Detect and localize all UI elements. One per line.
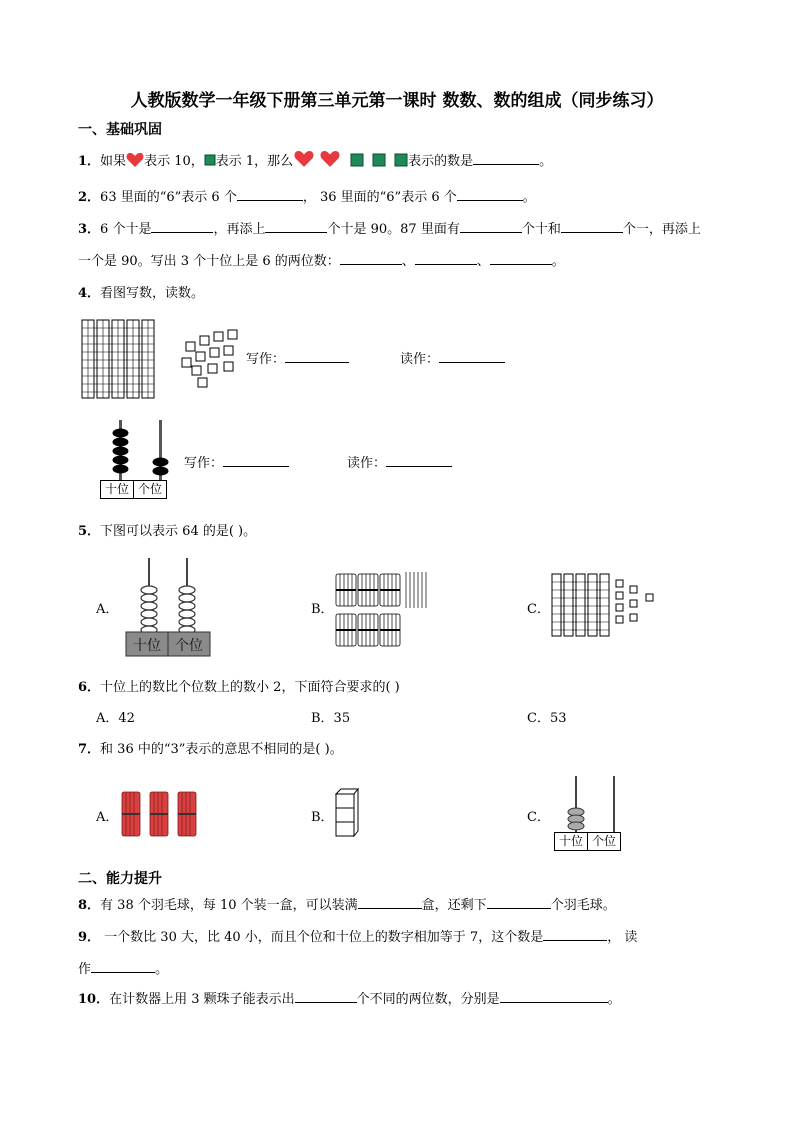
option-c-label[interactable]: C． — [527, 810, 550, 825]
ones-beads — [153, 458, 169, 476]
q1-text-d: 表示的数是 — [408, 154, 474, 169]
abacus-option-c — [556, 774, 636, 832]
q4-write-row-1 — [246, 348, 349, 367]
tens-label: 十位 — [554, 832, 588, 851]
base-ten-blocks-option-c — [550, 572, 660, 640]
abacus-option-a — [124, 556, 214, 658]
option-b-label[interactable]: B． — [311, 602, 334, 617]
q3-text-a: 6 个十是 — [100, 222, 152, 237]
question-number: 5． — [78, 524, 101, 539]
read-label: 读作： — [400, 352, 440, 367]
question-number: 4． — [78, 286, 101, 301]
option-b[interactable]: B．35 — [311, 711, 351, 726]
answer-blank[interactable] — [487, 896, 551, 909]
question-6 — [78, 676, 400, 695]
question-8 — [78, 894, 616, 913]
q4-read-row-1 — [400, 348, 505, 367]
q2-text-c: 。 — [522, 190, 536, 205]
option-c[interactable]: C．53 — [527, 711, 567, 726]
answer-blank[interactable] — [457, 188, 523, 201]
q1-text-e: 。 — [539, 154, 553, 169]
q9-text-d: 。 — [155, 962, 169, 977]
unit-cubes — [182, 330, 237, 387]
abacus-figure — [100, 416, 184, 480]
question-3-line-2 — [78, 250, 565, 269]
q3-text-i: 。 — [551, 254, 565, 269]
option-a-label[interactable]: A． — [96, 810, 119, 825]
question-9-line-1 — [78, 926, 637, 945]
answer-blank[interactable] — [460, 220, 522, 233]
answer-blank[interactable] — [340, 252, 402, 265]
answer-blank[interactable] — [490, 252, 552, 265]
tens-beads — [113, 429, 129, 474]
answer-blank[interactable] — [285, 350, 349, 363]
q2-text-a: 63 里面的“6”表示 6 个 — [100, 190, 237, 205]
q9-text-b: ， 读 — [607, 930, 638, 945]
q2-text-b: ， 36 里面的“6”表示 6 个 — [302, 190, 457, 205]
question-number: 3． — [78, 222, 101, 237]
q4-read-row-2 — [347, 452, 452, 471]
q3-text-g: 、 — [401, 254, 415, 269]
tens-label: 十位 — [133, 638, 161, 654]
q4-text: 看图写数，读数。 — [100, 286, 205, 301]
heart-icon — [126, 152, 144, 168]
green-square-icon — [394, 153, 408, 167]
q8-text-b: 盒，还剩下 — [421, 898, 487, 913]
option-c-label[interactable]: C． — [527, 602, 550, 617]
question-3-line-1 — [78, 218, 701, 237]
q1-text-c: 表示 1，那么 — [215, 154, 294, 169]
q1-text-a: 如果 — [100, 154, 127, 169]
write-label: 写作： — [184, 456, 224, 471]
ones-label: 个位 — [175, 638, 203, 654]
answer-blank[interactable] — [237, 188, 303, 201]
q7-text: 和 36 中的“3”表示的意思不相同的是( )。 — [100, 742, 343, 757]
q4-write-row-2 — [184, 452, 289, 471]
question-2 — [78, 186, 536, 205]
answer-blank[interactable] — [500, 990, 608, 1003]
question-number: 2． — [78, 190, 101, 205]
stick-bundles-option-b — [332, 568, 432, 652]
option-a[interactable]: A．42 — [96, 711, 135, 726]
q5-text: 下图可以表示 64 的是( )。 — [100, 524, 257, 539]
answer-blank[interactable] — [543, 928, 607, 941]
read-label: 读作： — [347, 456, 387, 471]
q10-text-a: 在计数器上用 3 颗珠子能表示出 — [109, 992, 295, 1007]
question-number: 10． — [78, 992, 110, 1007]
q8-text-a: 有 38 个羽毛球，每 10 个装一盒，可以装满 — [100, 898, 358, 913]
write-label: 写作： — [246, 352, 286, 367]
page-title: 人教版数学一年级下册第三单元第一课时 数数、数的组成（同步练习） — [130, 91, 664, 111]
q9-text-c: 作 — [78, 962, 92, 977]
abacus-place-labels — [100, 480, 167, 499]
option-a-label[interactable]: A． — [96, 602, 119, 617]
answer-blank[interactable] — [295, 990, 357, 1003]
green-square-icon — [204, 154, 216, 166]
answer-blank[interactable] — [439, 350, 505, 363]
q10-text-c: 。 — [607, 992, 621, 1007]
question-7 — [78, 738, 343, 757]
heart-icon — [293, 150, 315, 168]
question-1 — [78, 150, 552, 169]
question-9-line-2 — [78, 958, 168, 977]
green-square-icon — [350, 153, 364, 167]
q10-text-b: 个不同的两位数，分别是 — [356, 992, 500, 1007]
q1-text-b: 表示 10， — [144, 154, 204, 169]
q3-text-e: 个一，再添上 — [622, 222, 701, 237]
question-number: 8． — [78, 898, 101, 913]
section-heading-2: 二、能力提升 — [78, 871, 162, 887]
q9-text-a: 一个数比 30 大，比 40 小，而且个位和十位上的数字相加等于 7，这个数是 — [100, 930, 544, 945]
question-number: 9． — [78, 930, 101, 945]
heart-icon — [319, 150, 341, 168]
answer-blank[interactable] — [151, 220, 213, 233]
tens-label: 十位 — [100, 480, 134, 499]
ones-label: 个位 — [134, 480, 167, 499]
q8-text-c: 个羽毛球。 — [550, 898, 616, 913]
q3-text-h: 、 — [476, 254, 490, 269]
answer-blank[interactable] — [265, 220, 327, 233]
question-number: 1． — [78, 154, 101, 169]
question-10 — [78, 988, 621, 1007]
answer-blank[interactable] — [386, 454, 452, 467]
green-square-icon — [372, 153, 386, 167]
q3-text-c: 个十是 90。87 里面有 — [327, 222, 460, 237]
question-number: 6． — [78, 680, 101, 695]
abacus-place-labels — [554, 832, 621, 851]
option-b-label[interactable]: B． — [311, 810, 334, 825]
q3-text-d: 个十和 — [521, 222, 561, 237]
q6-text: 十位上的数比个位数上的数小 2，下面符合要求的( ) — [100, 680, 400, 695]
q3-text-b: ，再添上 — [213, 222, 266, 237]
base-ten-blocks-figure — [78, 316, 248, 402]
ones-label: 个位 — [588, 832, 621, 851]
question-number: 7． — [78, 742, 101, 757]
question-5 — [78, 520, 256, 539]
q3-text-f: 一个是 90。写出 3 个十位上是 6 的两位数： — [78, 254, 340, 269]
answer-blank[interactable] — [91, 960, 155, 973]
section-heading-1: 一、基础巩固 — [78, 122, 162, 138]
question-4 — [78, 282, 204, 301]
answer-blank[interactable] — [358, 896, 422, 909]
red-stick-bundles — [118, 790, 204, 838]
cube-stack — [334, 788, 360, 838]
answer-blank[interactable] — [473, 152, 539, 165]
answer-blank[interactable] — [561, 220, 623, 233]
answer-blank[interactable] — [223, 454, 289, 467]
answer-blank[interactable] — [415, 252, 477, 265]
